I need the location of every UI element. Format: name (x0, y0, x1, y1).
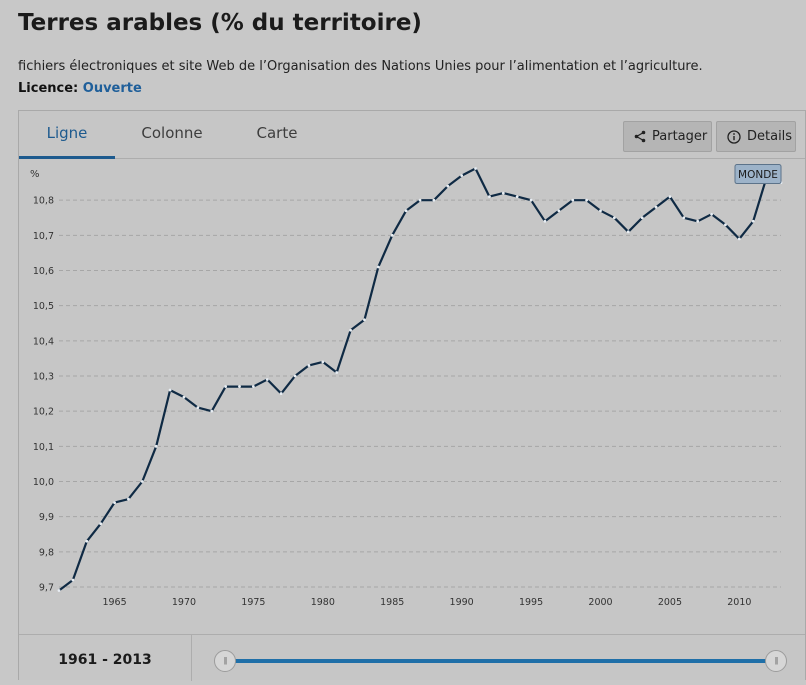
data-point (669, 195, 672, 198)
x-tick-label: 1965 (102, 597, 127, 608)
y-tick-label: 10,0 (32, 477, 54, 488)
chart-tabs (19, 111, 805, 159)
licence-line (18, 81, 142, 96)
range-footer (19, 634, 805, 681)
details-button[interactable] (716, 121, 796, 152)
data-point (627, 230, 630, 233)
data-point (641, 216, 644, 219)
data-point (294, 375, 297, 378)
range-slider-start-handle[interactable]: ||| (214, 650, 236, 672)
y-tick-label: 10,4 (32, 336, 54, 348)
data-point (738, 237, 741, 240)
data-point (585, 199, 588, 202)
data-point (349, 329, 352, 332)
tab-carte[interactable]: Carte (256, 124, 298, 142)
data-point (363, 318, 366, 321)
data-point (335, 371, 338, 374)
data-point (308, 364, 311, 367)
y-tick-label: 9,9 (38, 512, 54, 524)
range-separator: - (97, 652, 113, 668)
data-point (321, 361, 324, 364)
data-point (446, 185, 449, 188)
x-tick-label: 2010 (727, 597, 752, 608)
data-point (196, 406, 199, 409)
x-tick-label: 2000 (588, 597, 613, 608)
data-point (377, 266, 380, 269)
share-icon (634, 130, 646, 143)
data-point (127, 498, 130, 501)
data-point (266, 378, 269, 381)
data-point (682, 216, 685, 219)
share-label: Partager (652, 129, 708, 144)
x-tick-label: 2005 (657, 597, 683, 608)
tab-colonne[interactable]: Colonne (141, 124, 203, 142)
chart-panel (18, 110, 806, 680)
range-slider-track[interactable] (224, 659, 776, 663)
info-icon (727, 130, 741, 144)
licence-label: Licence: (18, 81, 79, 96)
y-axis-unit-label: % (30, 169, 40, 180)
data-point (655, 206, 658, 209)
data-point (557, 209, 560, 212)
data-point (544, 220, 547, 223)
data-point (516, 195, 519, 198)
data-point (419, 199, 422, 202)
y-tick-label: 10,6 (32, 266, 54, 277)
series-label: MONDE (738, 169, 778, 182)
y-tick-label: 10,1 (32, 441, 54, 453)
data-point (502, 192, 505, 195)
share-button[interactable] (623, 121, 712, 152)
series-line (59, 169, 781, 591)
data-point (488, 195, 491, 198)
data-point (571, 199, 574, 202)
y-tick-label: 10,5 (32, 301, 54, 313)
data-point (474, 167, 477, 170)
data-point (224, 385, 227, 388)
data-point (530, 199, 533, 202)
data-point (71, 579, 74, 582)
data-point (85, 540, 88, 543)
range-start: 1961 (58, 652, 98, 668)
y-tick-label: 10,3 (32, 371, 54, 383)
data-point (141, 480, 144, 483)
data-point (613, 216, 616, 219)
range-slider-end-handle[interactable]: ||| (765, 650, 787, 672)
data-point (724, 223, 727, 226)
data-point (710, 213, 713, 216)
data-point (113, 501, 116, 504)
details-label: Details (747, 129, 793, 144)
x-tick-label: 1990 (449, 597, 474, 608)
range-end: 2013 (112, 652, 152, 668)
x-tick-label: 1975 (241, 597, 266, 608)
data-point (210, 410, 213, 413)
y-tick-label: 9,8 (38, 547, 54, 559)
data-point (280, 392, 283, 395)
tab-ligne[interactable]: Ligne (19, 111, 115, 159)
source-text: fichiers électroniques et site Web de l’Organisation des Nations Unies pour l’alimentation et l’agriculture. (18, 59, 703, 74)
data-point (432, 199, 435, 202)
data-point (599, 209, 602, 212)
x-tick-label: 1970 (171, 597, 197, 608)
y-tick-label: 10,2 (32, 406, 54, 418)
range-label (19, 635, 192, 681)
licence-link[interactable]: Ouverte (82, 81, 142, 96)
data-point (752, 220, 755, 223)
data-point (460, 174, 463, 177)
data-point (405, 209, 408, 212)
data-point (391, 234, 394, 237)
line-chart (19, 159, 805, 634)
data-point (169, 389, 172, 392)
page-title: Terres arables (% du territoire) (18, 10, 422, 36)
x-tick-label: 1985 (380, 597, 405, 608)
x-tick-label: 1995 (518, 597, 544, 608)
y-tick-label: 9,7 (38, 582, 54, 594)
data-point (696, 220, 699, 223)
y-tick-label: 10,7 (32, 230, 54, 242)
data-point (183, 396, 186, 399)
data-point (238, 385, 241, 388)
data-point (155, 445, 158, 448)
data-point (58, 589, 61, 592)
data-point (252, 385, 255, 388)
x-tick-label: 1980 (310, 597, 335, 608)
y-tick-label: 10,8 (32, 195, 54, 207)
data-point (99, 522, 102, 525)
